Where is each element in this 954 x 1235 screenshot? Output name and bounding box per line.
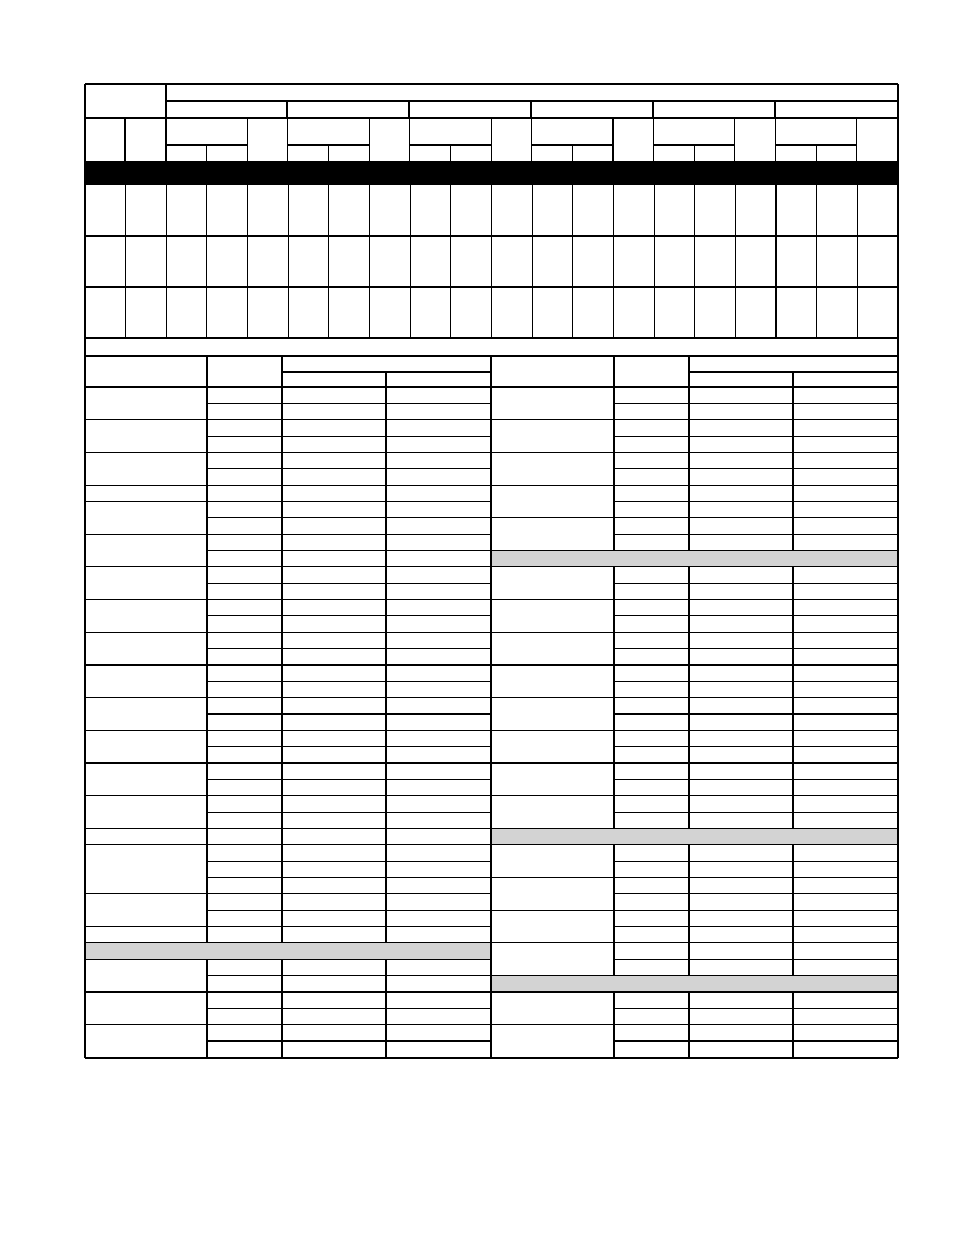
- data-col-line: [775, 185, 776, 338]
- right-cell-divider: [688, 943, 689, 976]
- left-row-line: [85, 959, 491, 960]
- right-cell-divider: [792, 878, 793, 911]
- right-cell-divider: [792, 600, 793, 633]
- left-col-divider: [206, 356, 207, 387]
- right-cell-divider: [613, 567, 614, 600]
- data-col-line: [816, 185, 817, 338]
- left-row-line: [85, 697, 491, 698]
- data-col-line: [572, 185, 573, 338]
- right-cell-divider: [792, 387, 793, 420]
- right-subrow-line: [614, 583, 898, 584]
- group-column-boundary: [409, 118, 410, 161]
- right-row-line: [491, 942, 898, 943]
- left-cell-divider: [385, 894, 386, 927]
- right-cell-divider: [688, 452, 689, 485]
- left-cell-divider: [281, 959, 282, 992]
- data-col-line: [369, 185, 370, 338]
- left-cell-divider: [206, 600, 207, 633]
- right-cell-divider: [613, 665, 614, 698]
- left-cell-divider: [281, 829, 282, 845]
- left-row-line: [85, 501, 491, 502]
- left-cell-divider: [281, 387, 282, 420]
- left-cell-divider: [206, 698, 207, 731]
- group-divider: [408, 101, 409, 118]
- right-cell-divider: [688, 632, 689, 665]
- data-col-line: [654, 185, 655, 338]
- right-cell-divider: [792, 845, 793, 878]
- right-cell-divider: [688, 518, 689, 551]
- right-cell-divider: [688, 910, 689, 943]
- right-cell-divider: [688, 763, 689, 796]
- right-col-divider: [792, 372, 793, 387]
- left-row-line: [85, 795, 491, 796]
- left-cell-divider: [281, 845, 282, 894]
- right-cell-divider: [792, 665, 793, 698]
- right-cell-divider: [613, 452, 614, 485]
- data-col-line: [694, 185, 695, 338]
- left-row-line: [85, 485, 491, 486]
- left-cell-divider: [385, 763, 386, 796]
- right-cell-divider: [688, 420, 689, 453]
- right-subrow-line: [614, 534, 898, 535]
- right-subrow-line: [614, 861, 898, 862]
- right-cell-divider: [688, 730, 689, 763]
- left-cell-divider: [281, 1025, 282, 1058]
- right-subrow-line: [614, 893, 898, 894]
- left-row-line: [85, 534, 491, 535]
- right-subrow-line: [614, 746, 898, 747]
- right-cell-divider: [613, 943, 614, 976]
- table-right-border: [897, 84, 899, 1058]
- left-subrow-line: [207, 779, 491, 780]
- subheader-single-divider: [247, 118, 248, 161]
- left-row-line: [85, 991, 491, 992]
- right-cell-divider: [688, 796, 689, 829]
- right-section-shade: [492, 551, 897, 567]
- data-col-line: [247, 185, 248, 338]
- left-row-line: [85, 730, 491, 731]
- left-subrow-line: [207, 436, 491, 437]
- right-cell-divider: [613, 878, 614, 911]
- right-subrow-line: [614, 403, 898, 404]
- right-subrow-line: [614, 1008, 898, 1009]
- right-header-bottom: [491, 386, 898, 387]
- right-cell-divider: [792, 420, 793, 453]
- data-col-line: [328, 185, 329, 338]
- left-cell-divider: [281, 485, 282, 501]
- data-col-line: [735, 185, 736, 338]
- left-section-shade: [86, 943, 490, 959]
- left-subrow-line: [207, 713, 491, 714]
- left-cell-divider: [206, 730, 207, 763]
- left-cell-divider: [385, 796, 386, 829]
- right-row-line: [491, 452, 898, 453]
- right-row-line: [491, 795, 898, 796]
- right-cell-divider: [688, 485, 689, 518]
- right-subrow-line: [614, 468, 898, 469]
- group-column-boundary: [287, 118, 288, 161]
- left-cell-divider: [206, 534, 207, 567]
- left-subrow-line: [207, 910, 491, 911]
- left-subrow-line: [207, 746, 491, 747]
- group-divider: [530, 101, 531, 118]
- right-subrow-line: [614, 436, 898, 437]
- data-col-line: [532, 185, 533, 338]
- data-col-line: [206, 185, 207, 338]
- right-subrow-line: [614, 615, 898, 616]
- left-cell-divider: [281, 763, 282, 796]
- left-subrow-line: [207, 975, 491, 976]
- right-cell-divider: [613, 632, 614, 665]
- right-row-line: [491, 632, 898, 633]
- left-row-line: [85, 828, 491, 829]
- data-col-line: [288, 185, 289, 338]
- right-cell-divider: [792, 763, 793, 796]
- left-cell-divider: [385, 600, 386, 633]
- left-col-divider: [281, 356, 282, 387]
- left-subrow-line: [207, 648, 491, 649]
- table-left-border: [84, 84, 86, 356]
- right-section-shade: [492, 976, 897, 992]
- right-cell-divider: [792, 698, 793, 731]
- right-cell-divider: [613, 485, 614, 518]
- right-row-line: [491, 1024, 898, 1025]
- right-row-line: [491, 730, 898, 731]
- subheader-pair-divider: [694, 145, 695, 161]
- right-cell-divider: [688, 600, 689, 633]
- right-cell-divider: [613, 518, 614, 551]
- table-top-border: [85, 83, 898, 85]
- left-cell-divider: [206, 927, 207, 943]
- subheader-single-divider: [491, 118, 492, 161]
- right-subrow-line: [614, 779, 898, 780]
- right-row-line: [491, 991, 898, 992]
- right-cell-divider: [688, 665, 689, 698]
- left-cell-divider: [385, 567, 386, 600]
- right-row-line: [491, 664, 898, 665]
- left-cell-divider: [385, 534, 386, 567]
- left-row-line: [85, 599, 491, 600]
- left-row-line: [85, 762, 491, 763]
- stub-col-divider: [124, 118, 125, 161]
- left-cell-divider: [206, 665, 207, 698]
- right-row-line: [491, 485, 898, 486]
- right-row-line: [491, 1057, 898, 1058]
- right-row-line: [491, 517, 898, 518]
- left-cell-divider: [281, 894, 282, 927]
- right-cell-divider: [688, 387, 689, 420]
- stub-cell-right: [165, 84, 166, 161]
- right-cell-divider: [688, 992, 689, 1025]
- left-cell-divider: [206, 485, 207, 501]
- group-header-line: [166, 100, 898, 101]
- right-cell-divider: [792, 518, 793, 551]
- center-divider: [490, 356, 491, 1058]
- left-cell-divider: [385, 502, 386, 535]
- right-cell-divider: [792, 632, 793, 665]
- group-divider: [286, 101, 287, 118]
- right-cell-divider: [613, 992, 614, 1025]
- left-cell-divider: [281, 796, 282, 829]
- right-cell-divider: [688, 878, 689, 911]
- right-subrow-line: [614, 681, 898, 682]
- right-cell-divider: [792, 567, 793, 600]
- left-cell-divider: [281, 698, 282, 731]
- right-cell-divider: [792, 1025, 793, 1058]
- left-col-divider: [385, 372, 386, 387]
- left-cell-divider: [206, 959, 207, 992]
- left-subrow-line: [207, 812, 491, 813]
- group-column-boundary: [531, 118, 532, 161]
- left-row-line: [85, 893, 491, 894]
- group-divider: [652, 101, 653, 118]
- left-row-line: [85, 844, 491, 845]
- left-cell-divider: [385, 845, 386, 894]
- right-cell-divider: [688, 698, 689, 731]
- data-col-line: [857, 185, 858, 338]
- left-row-line: [85, 452, 491, 453]
- right-cell-divider: [613, 698, 614, 731]
- left-subrow-line: [207, 550, 491, 551]
- right-subrow-line: [614, 501, 898, 502]
- right-row-line: [491, 877, 898, 878]
- right-subrow-line: [614, 926, 898, 927]
- right-cell-divider: [792, 452, 793, 485]
- left-cell-divider: [385, 485, 386, 501]
- header-band: [85, 161, 898, 185]
- left-cell-divider: [206, 632, 207, 665]
- right-subrow-line: [614, 959, 898, 960]
- right-cell-divider: [613, 910, 614, 943]
- right-cell-divider: [688, 567, 689, 600]
- left-cell-divider: [206, 796, 207, 829]
- data-col-line: [125, 185, 126, 338]
- subheader-single-divider: [856, 118, 857, 161]
- left-cell-divider: [385, 420, 386, 453]
- left-cell-divider: [206, 829, 207, 845]
- left-subrow-line: [207, 681, 491, 682]
- left-cell-divider: [281, 534, 282, 567]
- right-row-line: [491, 566, 898, 567]
- subheader-pair-divider: [816, 145, 817, 161]
- right-cell-divider: [792, 485, 793, 518]
- left-cell-divider: [281, 992, 282, 1025]
- left-row-line: [85, 419, 491, 420]
- left-cell-divider: [281, 600, 282, 633]
- left-row-line: [85, 566, 491, 567]
- subheader-pair-divider: [328, 145, 329, 161]
- left-header-bottom: [85, 386, 491, 387]
- right-cell-divider: [613, 600, 614, 633]
- right-cell-divider: [613, 763, 614, 796]
- left-cell-divider: [385, 387, 386, 420]
- right-cell-divider: [613, 387, 614, 420]
- left-cell-divider: [206, 894, 207, 927]
- data-col-line: [166, 185, 167, 338]
- right-subrow-line: [614, 648, 898, 649]
- right-row-line: [491, 762, 898, 763]
- subheader-pair-divider: [572, 145, 573, 161]
- left-subrow-line: [207, 877, 491, 878]
- right-section-shade: [492, 829, 897, 845]
- left-subrow-line: [207, 403, 491, 404]
- subheader-single-divider: [612, 118, 613, 161]
- subheader-single-divider: [734, 118, 735, 161]
- left-cell-divider: [206, 420, 207, 453]
- right-cell-divider: [613, 1025, 614, 1058]
- data-col-line: [613, 185, 614, 338]
- left-cell-divider: [281, 927, 282, 943]
- left-cell-divider: [206, 763, 207, 796]
- left-cell-divider: [281, 420, 282, 453]
- right-subrow-line: [614, 713, 898, 714]
- left-cell-divider: [385, 927, 386, 943]
- left-cell-divider: [385, 665, 386, 698]
- left-cell-divider: [385, 1025, 386, 1058]
- left-row-line: [85, 1024, 491, 1025]
- subheader-single-divider: [369, 118, 370, 161]
- left-cell-divider: [281, 730, 282, 763]
- left-cell-divider: [206, 502, 207, 535]
- right-cell-divider: [613, 796, 614, 829]
- right-row-line: [491, 419, 898, 420]
- left-cell-divider: [206, 567, 207, 600]
- left-subrow-line: [207, 615, 491, 616]
- left-subrow-line: [207, 1008, 491, 1009]
- left-subrow-line: [207, 583, 491, 584]
- right-row-line: [491, 599, 898, 600]
- group-column-boundary: [653, 118, 654, 161]
- left-subrow-line: [207, 517, 491, 518]
- right-row-line: [491, 697, 898, 698]
- left-cell-divider: [206, 452, 207, 485]
- right-cell-divider: [792, 992, 793, 1025]
- left-cell-divider: [206, 387, 207, 420]
- left-row-line: [85, 664, 491, 665]
- right-col-divider: [688, 356, 689, 387]
- right-cell-divider: [792, 943, 793, 976]
- right-subrow-line: [614, 812, 898, 813]
- left-cell-divider: [281, 452, 282, 485]
- data-col-line: [410, 185, 411, 338]
- group-divider: [774, 101, 775, 118]
- right-row-line: [491, 910, 898, 911]
- right-subrow-line: [614, 1040, 898, 1041]
- left-cell-divider: [385, 632, 386, 665]
- left-subrow-line: [207, 1040, 491, 1041]
- left-cell-divider: [281, 567, 282, 600]
- right-cell-divider: [688, 845, 689, 878]
- left-cell-divider: [281, 632, 282, 665]
- left-cell-divider: [385, 992, 386, 1025]
- left-row-line: [85, 1057, 491, 1058]
- left-row-line: [85, 926, 491, 927]
- left-cell-divider: [385, 698, 386, 731]
- left-row-line: [85, 632, 491, 633]
- left-cell-divider: [281, 502, 282, 535]
- right-col-divider: [613, 356, 614, 387]
- subheader-pair-divider: [450, 145, 451, 161]
- right-cell-divider: [688, 1025, 689, 1058]
- right-cell-divider: [613, 730, 614, 763]
- left-subrow-line: [207, 468, 491, 469]
- right-cell-divider: [792, 730, 793, 763]
- right-cell-divider: [792, 796, 793, 829]
- left-cell-divider: [206, 992, 207, 1025]
- right-row-line: [491, 844, 898, 845]
- left-cell-divider: [385, 730, 386, 763]
- right-cell-divider: [613, 845, 614, 878]
- data-col-line: [491, 185, 492, 338]
- left-cell-divider: [385, 959, 386, 992]
- subheader-pair-divider: [206, 145, 207, 161]
- left-cell-divider: [206, 1025, 207, 1058]
- group-column-boundary: [775, 118, 776, 161]
- data-col-line: [450, 185, 451, 338]
- left-subrow-line: [207, 861, 491, 862]
- left-cell-divider: [281, 665, 282, 698]
- left-cell-divider: [206, 845, 207, 894]
- right-cell-divider: [792, 910, 793, 943]
- left-cell-divider: [385, 452, 386, 485]
- left-cell-divider: [385, 829, 386, 845]
- right-cell-divider: [613, 420, 614, 453]
